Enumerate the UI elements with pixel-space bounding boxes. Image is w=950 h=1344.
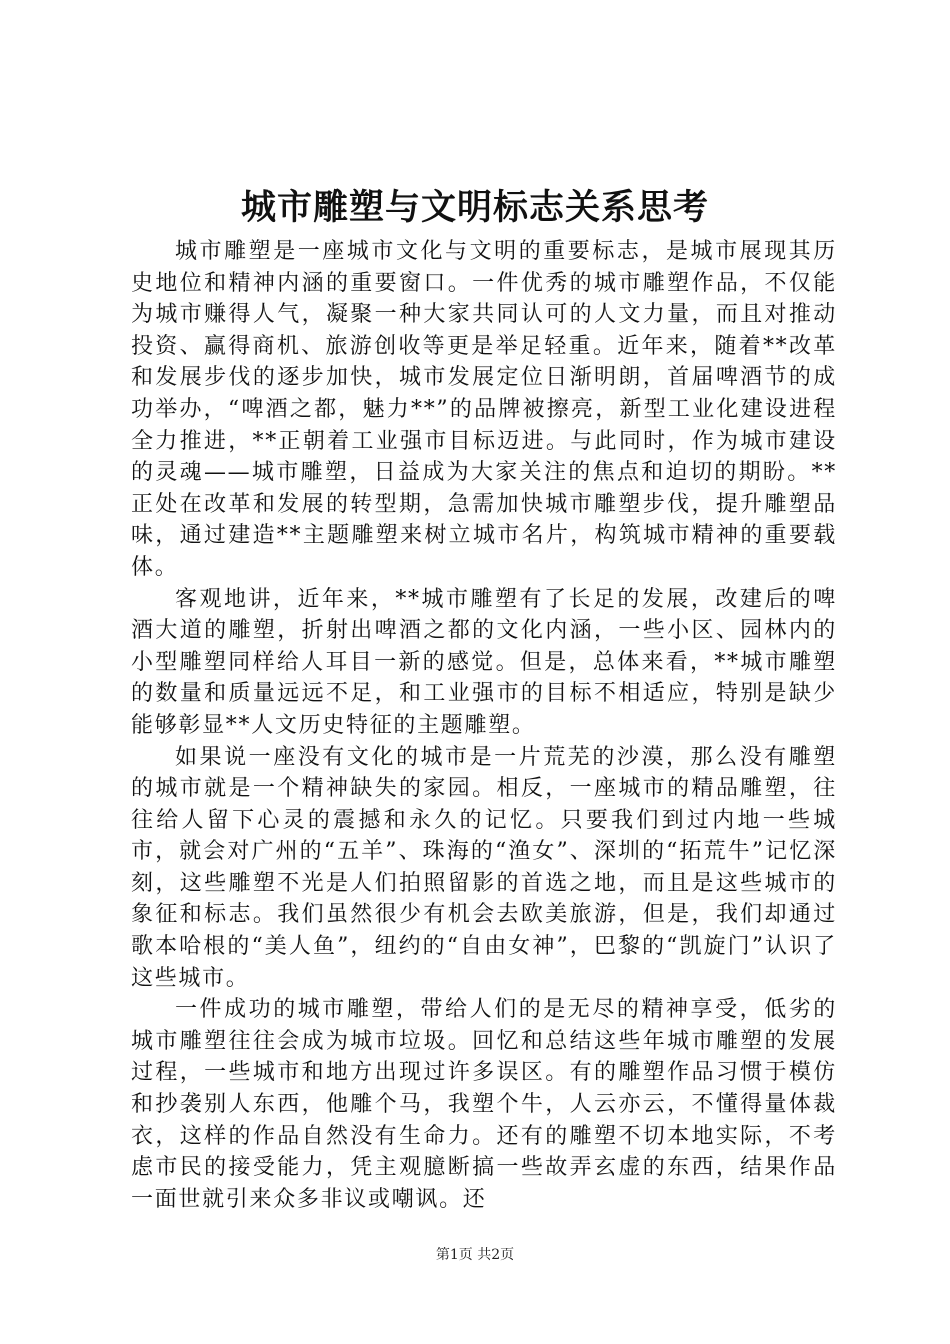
page-number-footer: 第1页 共2页: [435, 1247, 515, 1263]
paragraph-1: 城市雕塑是一座城市文化与文明的重要标志，是城市展现其历史地位和精神内涵的重要窗口。一件优秀的城市雕塑作品，不仅能为城市赚得人气，凝聚一种大家共同认可的人文力量，而且对推动投资、赢得商机、旅游创收等更是举足轻重。近年来，随着**改革和发展步伐的逐步加快，城市发展定位日渐明朗，首届啤酒节的成功举办，“啤酒之都，魅力**”的品牌被擦亮，新型工业化建设进程全力推进，**正朝着工业强市目标迈进。与此同时，作为城市建设的灵魂——城市雕塑，日益成为大家关注的焦点和迫切的期盼。**正处在改革和发展的转型期，急需加快城市雕塑步伐，提升雕塑品味，通过建造**主题雕塑来树立城市名片，构筑城市精神的重要载体。: [131, 239, 837, 580]
document-title: 城市雕塑与文明标志关系思考: [240, 187, 709, 228]
paragraph-4: 一件成功的城市雕塑，带给人们的是无尽的精神享受，低劣的城市雕塑往往会成为城市垃圾。回忆和总结这些年城市雕塑的发展过程，一些城市和地方出现过许多误区。有的雕塑作品习惯于模仿和抄袭别人东西，他雕个马，我塑个牛，人云亦云，不懂得量体裁衣，这样的作品自然没有生命力。还有的雕塑不切本地实际，不考虑市民的接受能力，凭主观臆断搞一些故弄玄虚的东西，结果作品一面世就引来众多非议或嘲讽。还: [131, 997, 837, 1212]
paragraph-2: 客观地讲，近年来，**城市雕塑有了长足的发展，改建后的啤酒大道的雕塑，折射出啤酒之都的文化内涵，一些小区、园林内的小型雕塑同样给人耳目一新的感觉。但是，总体来看，**城市雕塑的数量和质量远远不足，和工业强市的目标不相适应，特别是缺少能够彰显**人文历史特征的主题雕塑。: [131, 586, 837, 738]
document-body: [131, 236, 837, 1215]
paragraph-3: 如果说一座没有文化的城市是一片荒芜的沙漠，那么没有雕塑的城市就是一个精神缺失的家园。相反，一座城市的精品雕塑，往往给人留下心灵的震撼和永久的记忆。只要我们到过内地一些城市，就会对广州的“五羊”、珠海的“渔女”、深圳的“拓荒牛”记忆深刻，这些雕塑不光是人们拍照留影的首选之地，而且是这些城市的象征和标志。我们虽然很少有机会去欧美旅游，但是，我们却通过歌本哈根的“美人鱼”，纽约的“自由女神”，巴黎的“凯旋门”认识了这些城市。: [131, 744, 837, 991]
